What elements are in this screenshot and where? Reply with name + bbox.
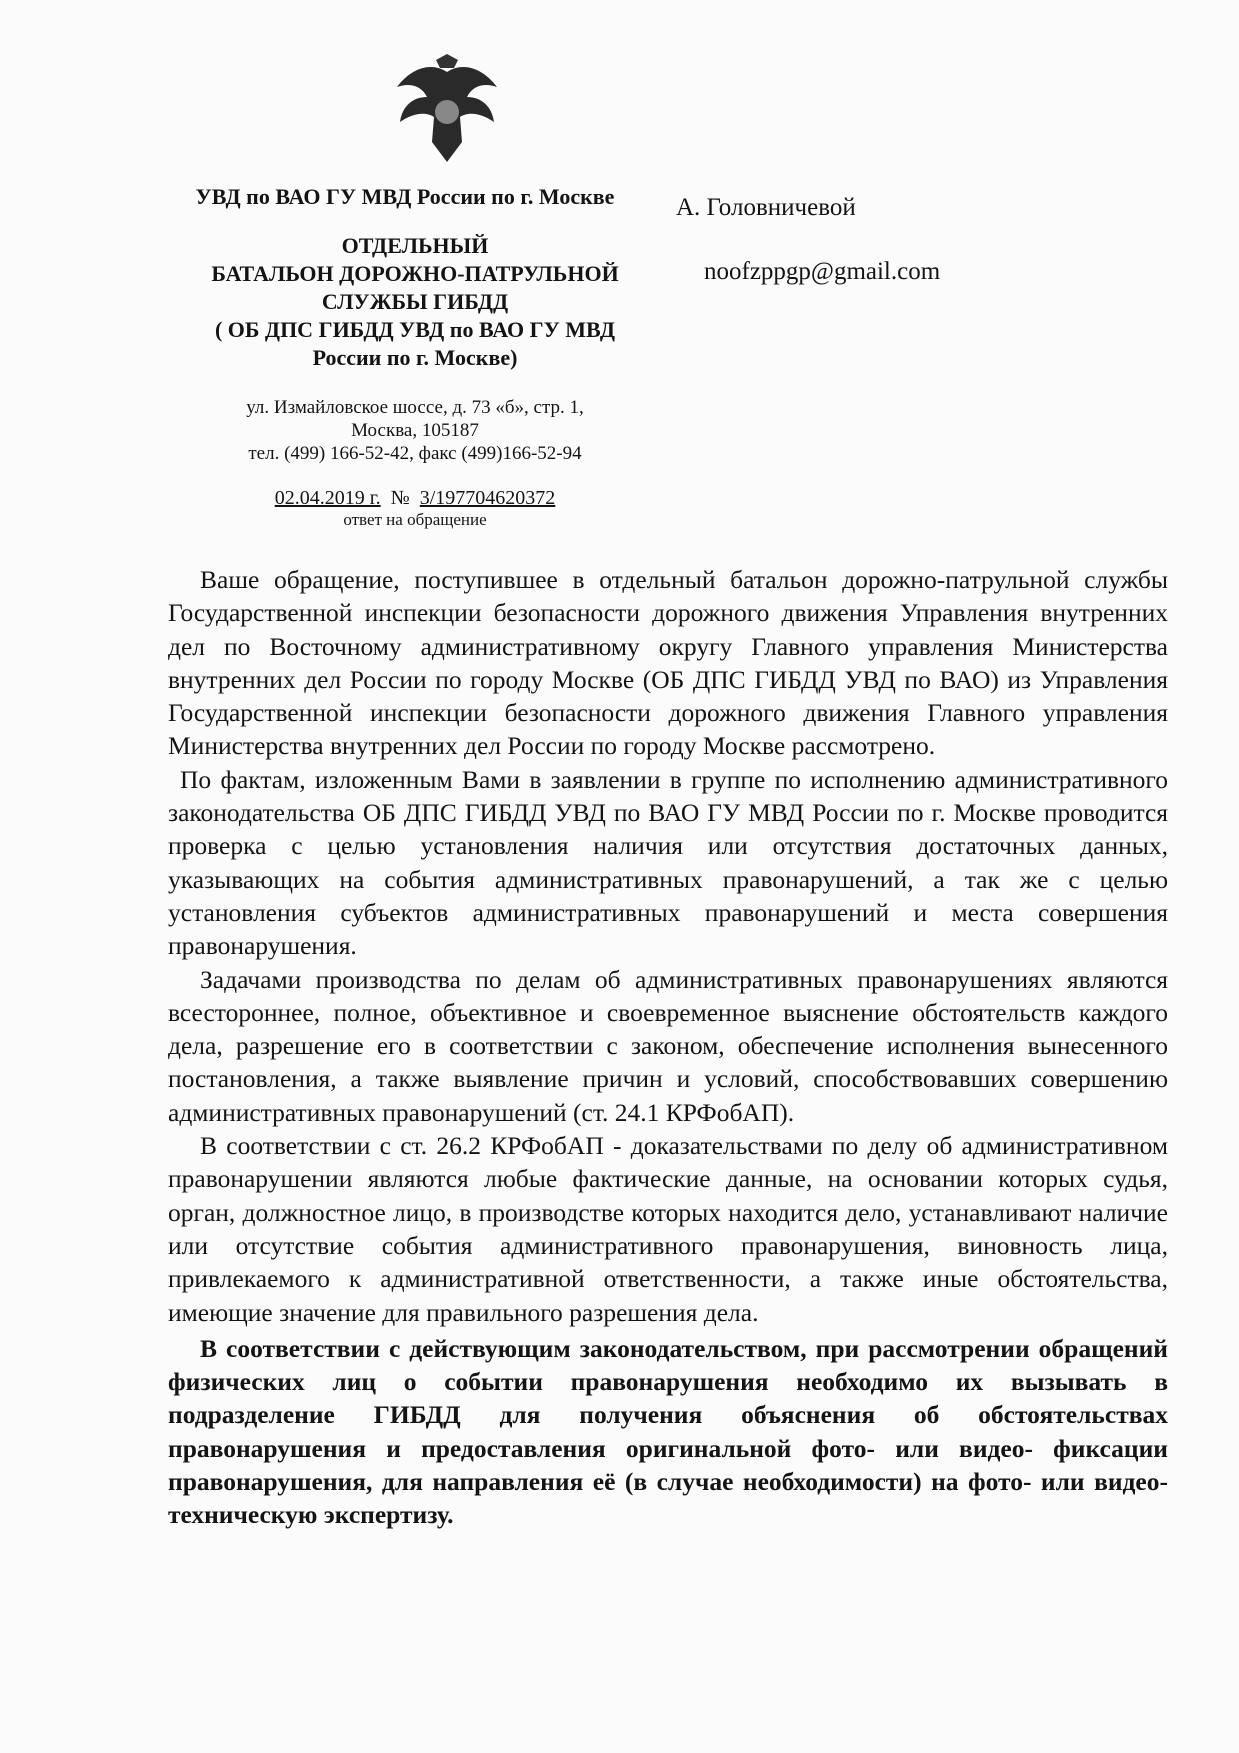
document-reference (160, 487, 670, 510)
double-headed-eagle-emblem (392, 52, 502, 167)
sender-department: УВД по ВАО ГУ МВД России по г. Москве (195, 184, 615, 209)
sender-block (160, 184, 670, 530)
letter-body (168, 563, 1168, 1532)
paragraph: В соответствии с ст. 26.2 КРФобАП - доказательствами по делу об административном правонарушении являются любые фактические данные, на основании которых судья, орган, должностное лицо, в производстве которых находится дело, устанавливают наличие или отсутствие события административного правонарушения, виновность лица, привлекаемого к административной ответственности, а также иные обстоятельства, имеющие значение для правильного разрешения дела. (168, 1131, 1168, 1327)
address-line: ул. Измайловское шоссе, д. 73 «б», стр. 1, (246, 397, 584, 418)
number-sign: № (390, 487, 410, 509)
org-line: России по г. Москве) (312, 345, 518, 370)
sender-organization (160, 232, 670, 372)
paragraph: По фактам, изложенным Вами в заявлении в группе по исполнению административного законодательства ОБ ДПС ГИБДД УВД по ВАО ГУ МВД России по г. Москве проводится проверка с целью установления наличия или отсутствия достаточных данных, указывающих на события административных правонарушений, а так же с целью установления субъектов административных правонарушений и места совершения правонарушения. (168, 764, 1168, 961)
org-line: ОТДЕЛЬНЫЙ (341, 233, 489, 258)
bold-paragraph: В соответствии с действующим законодательством, при рассмотрении обращений физических лиц о событии правонарушения необходимо их вызывать в подразделение ГИБДД для получения объяснения об обстоятельствах правонарушения и предоставления оригинальной фото- или видео- фиксации правонарушения, для направления её (в случае необходимости) на фото- или видео- техническую экспертизу. (168, 1333, 1168, 1530)
document-subject: ответ на обращение (343, 510, 487, 529)
document-date: 02.04.2019 г. (274, 487, 381, 509)
recipient-name: А. Головничевой (676, 194, 856, 221)
document-number: 3/197704620372 (419, 487, 556, 509)
recipient-email: noofzppgp@gmail.com (704, 258, 941, 285)
org-line: СЛУЖБЫ ГИБДД (321, 289, 509, 314)
org-line: БАТАЛЬОН ДОРОЖНО-ПАТРУЛЬНОЙ (211, 261, 619, 286)
org-line: ( ОБ ДПС ГИБДД УВД по ВАО ГУ МВД (214, 317, 616, 342)
sender-address (160, 396, 670, 465)
address-line: Москва, 105187 (351, 420, 479, 441)
paragraph: Ваше обращение, поступившее в отдельный батальон дорожно-патрульной службы Государственной инспекции безопасности дорожного движения Управления внутренних дел по Восточному административному округу Главного управления Министерства внутренних дел России по городу Москве (ОБ ДПС ГИБДД УВД по ВАО) из Управления Государственной инспекции безопасности дорожного движения Главного управления Министерства внутренних дел России по городу Москве рассмотрено. (168, 565, 1168, 761)
paragraph: Задачами производства по делам об административных правонарушениях являются всестороннее, полное, объективное и своевременное выяснение обстоятельств каждого дела, разрешение его в соответствии с законом, обеспечение исполнения вынесенного постановления, а также выявление причин и условий, способствовавших совершению административных правонарушений (ст. 24.1 КРФобАП). (168, 964, 1168, 1127)
address-line: тел. (499) 166-52-42, факс (499)166-52-94 (248, 443, 582, 464)
